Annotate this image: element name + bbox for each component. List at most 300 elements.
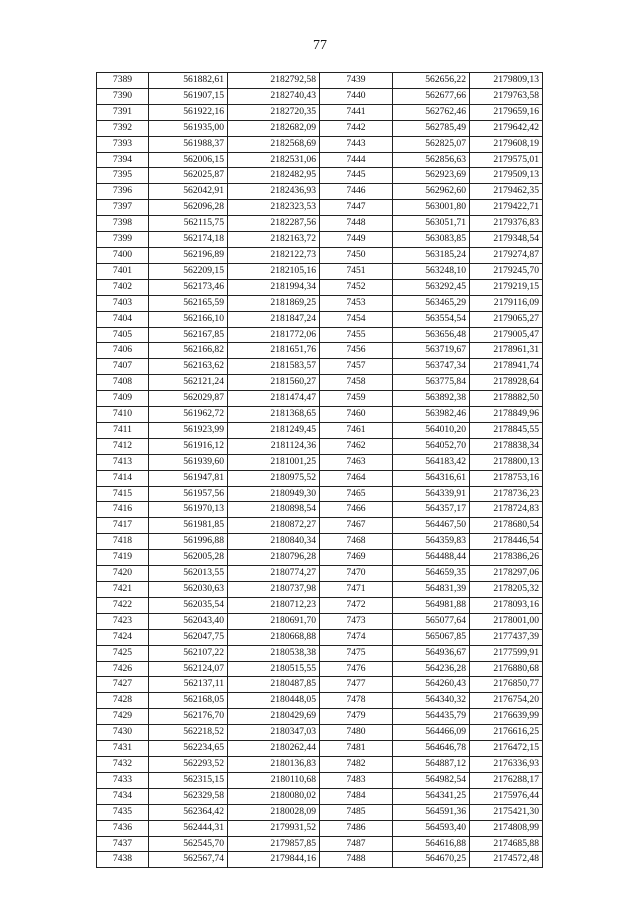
y-coordinate-cell: 2180448,05 xyxy=(228,693,320,709)
point-number-cell: 7433 xyxy=(97,772,149,788)
point-number-cell: 7438 xyxy=(97,852,149,868)
point-number-cell: 7474 xyxy=(320,629,393,645)
x-coordinate-cell: 564616,88 xyxy=(393,836,470,852)
point-number-cell: 7390 xyxy=(97,88,149,104)
y-coordinate-cell: 2178093,16 xyxy=(470,597,543,613)
point-number-cell: 7448 xyxy=(320,216,393,232)
table-row xyxy=(97,804,543,820)
x-coordinate-cell: 561907,15 xyxy=(149,88,228,104)
table-row xyxy=(97,613,543,629)
x-coordinate-cell: 562825,07 xyxy=(393,136,470,152)
y-coordinate-cell: 2179422,71 xyxy=(470,200,543,216)
x-coordinate-cell: 561882,61 xyxy=(149,73,228,89)
y-coordinate-cell: 2174572,48 xyxy=(470,852,543,868)
point-number-cell: 7410 xyxy=(97,407,149,423)
y-coordinate-cell: 2178205,32 xyxy=(470,582,543,598)
x-coordinate-cell: 561935,00 xyxy=(149,120,228,136)
point-number-cell: 7430 xyxy=(97,725,149,741)
x-coordinate-cell: 562096,28 xyxy=(149,200,228,216)
x-coordinate-cell: 562035,54 xyxy=(149,597,228,613)
point-number-cell: 7484 xyxy=(320,788,393,804)
x-coordinate-cell: 562234,65 xyxy=(149,741,228,757)
y-coordinate-cell: 2182531,06 xyxy=(228,152,320,168)
y-coordinate-cell: 2182105,16 xyxy=(228,263,320,279)
x-coordinate-cell: 564359,83 xyxy=(393,534,470,550)
point-number-cell: 7396 xyxy=(97,184,149,200)
x-coordinate-cell: 562196,89 xyxy=(149,247,228,263)
x-coordinate-cell: 563465,29 xyxy=(393,295,470,311)
y-coordinate-cell: 2179376,83 xyxy=(470,216,543,232)
y-coordinate-cell: 2179575,01 xyxy=(470,152,543,168)
point-number-cell: 7400 xyxy=(97,247,149,263)
x-coordinate-cell: 564010,20 xyxy=(393,422,470,438)
x-coordinate-cell: 562121,24 xyxy=(149,375,228,391)
y-coordinate-cell: 2180737,98 xyxy=(228,582,320,598)
point-number-cell: 7393 xyxy=(97,136,149,152)
x-coordinate-cell: 562107,22 xyxy=(149,645,228,661)
y-coordinate-cell: 2181772,06 xyxy=(228,327,320,343)
table-row xyxy=(97,518,543,534)
y-coordinate-cell: 2182482,95 xyxy=(228,168,320,184)
table-row xyxy=(97,152,543,168)
y-coordinate-cell: 2180515,55 xyxy=(228,661,320,677)
table-row xyxy=(97,534,543,550)
point-number-cell: 7425 xyxy=(97,645,149,661)
y-coordinate-cell: 2180949,30 xyxy=(228,486,320,502)
point-number-cell: 7446 xyxy=(320,184,393,200)
y-coordinate-cell: 2180028,09 xyxy=(228,804,320,820)
x-coordinate-cell: 564981,88 xyxy=(393,597,470,613)
point-number-cell: 7422 xyxy=(97,597,149,613)
point-number-cell: 7428 xyxy=(97,693,149,709)
x-coordinate-cell: 561996,88 xyxy=(149,534,228,550)
table-row xyxy=(97,311,543,327)
y-coordinate-cell: 2180840,34 xyxy=(228,534,320,550)
x-coordinate-cell: 562329,58 xyxy=(149,788,228,804)
x-coordinate-cell: 564466,09 xyxy=(393,725,470,741)
table-row xyxy=(97,73,543,89)
x-coordinate-cell: 564591,36 xyxy=(393,804,470,820)
point-number-cell: 7411 xyxy=(97,422,149,438)
x-coordinate-cell: 562545,70 xyxy=(149,836,228,852)
table-row xyxy=(97,359,543,375)
point-number-cell: 7457 xyxy=(320,359,393,375)
table-row xyxy=(97,756,543,772)
point-number-cell: 7482 xyxy=(320,756,393,772)
x-coordinate-cell: 562163,62 xyxy=(149,359,228,375)
y-coordinate-cell: 2181651,76 xyxy=(228,343,320,359)
point-number-cell: 7403 xyxy=(97,295,149,311)
table-row xyxy=(97,566,543,582)
point-number-cell: 7458 xyxy=(320,375,393,391)
y-coordinate-cell: 2178845,55 xyxy=(470,422,543,438)
x-coordinate-cell: 562218,52 xyxy=(149,725,228,741)
y-coordinate-cell: 2182323,53 xyxy=(228,200,320,216)
point-number-cell: 7462 xyxy=(320,438,393,454)
x-coordinate-cell: 564052,70 xyxy=(393,438,470,454)
x-coordinate-cell: 562165,59 xyxy=(149,295,228,311)
y-coordinate-cell: 2179274,87 xyxy=(470,247,543,263)
y-coordinate-cell: 2180110,68 xyxy=(228,772,320,788)
y-coordinate-cell: 2178446,54 xyxy=(470,534,543,550)
point-number-cell: 7444 xyxy=(320,152,393,168)
table-row xyxy=(97,820,543,836)
y-coordinate-cell: 2176288,17 xyxy=(470,772,543,788)
y-coordinate-cell: 2180347,03 xyxy=(228,725,320,741)
x-coordinate-cell: 562315,15 xyxy=(149,772,228,788)
x-coordinate-cell: 562173,46 xyxy=(149,279,228,295)
point-number-cell: 7404 xyxy=(97,311,149,327)
point-number-cell: 7401 xyxy=(97,263,149,279)
point-number-cell: 7469 xyxy=(320,550,393,566)
y-coordinate-cell: 2180872,27 xyxy=(228,518,320,534)
x-coordinate-cell: 565067,85 xyxy=(393,629,470,645)
x-coordinate-cell: 562176,70 xyxy=(149,709,228,725)
y-coordinate-cell: 2181583,57 xyxy=(228,359,320,375)
point-number-cell: 7413 xyxy=(97,454,149,470)
y-coordinate-cell: 2179608,19 xyxy=(470,136,543,152)
y-coordinate-cell: 2177599,91 xyxy=(470,645,543,661)
y-coordinate-cell: 2174808,99 xyxy=(470,820,543,836)
y-coordinate-cell: 2181994,34 xyxy=(228,279,320,295)
y-coordinate-cell: 2181124,36 xyxy=(228,438,320,454)
x-coordinate-cell: 565077,64 xyxy=(393,613,470,629)
y-coordinate-cell: 2178928,64 xyxy=(470,375,543,391)
table-row xyxy=(97,582,543,598)
y-coordinate-cell: 2178838,34 xyxy=(470,438,543,454)
x-coordinate-cell: 564593,40 xyxy=(393,820,470,836)
point-number-cell: 7417 xyxy=(97,518,149,534)
x-coordinate-cell: 562567,74 xyxy=(149,852,228,868)
point-number-cell: 7418 xyxy=(97,534,149,550)
point-number-cell: 7475 xyxy=(320,645,393,661)
y-coordinate-cell: 2178680,54 xyxy=(470,518,543,534)
point-number-cell: 7416 xyxy=(97,502,149,518)
x-coordinate-cell: 562167,85 xyxy=(149,327,228,343)
point-number-cell: 7395 xyxy=(97,168,149,184)
y-coordinate-cell: 2178941,74 xyxy=(470,359,543,375)
y-coordinate-cell: 2182568,69 xyxy=(228,136,320,152)
point-number-cell: 7472 xyxy=(320,597,393,613)
x-coordinate-cell: 561922,16 xyxy=(149,104,228,120)
y-coordinate-cell: 2178386,26 xyxy=(470,550,543,566)
y-coordinate-cell: 2180898,54 xyxy=(228,502,320,518)
table-row xyxy=(97,343,543,359)
point-number-cell: 7466 xyxy=(320,502,393,518)
point-number-cell: 7480 xyxy=(320,725,393,741)
point-number-cell: 7409 xyxy=(97,391,149,407)
x-coordinate-cell: 562166,82 xyxy=(149,343,228,359)
x-coordinate-cell: 564831,39 xyxy=(393,582,470,598)
x-coordinate-cell: 563775,84 xyxy=(393,375,470,391)
x-coordinate-cell: 561970,13 xyxy=(149,502,228,518)
x-coordinate-cell: 563001,80 xyxy=(393,200,470,216)
x-coordinate-cell: 562137,11 xyxy=(149,677,228,693)
point-number-cell: 7398 xyxy=(97,216,149,232)
x-coordinate-cell: 562923,69 xyxy=(393,168,470,184)
y-coordinate-cell: 2180796,28 xyxy=(228,550,320,566)
x-coordinate-cell: 562042,91 xyxy=(149,184,228,200)
point-number-cell: 7429 xyxy=(97,709,149,725)
y-coordinate-cell: 2180136,83 xyxy=(228,756,320,772)
y-coordinate-cell: 2179659,16 xyxy=(470,104,543,120)
x-coordinate-cell: 564339,91 xyxy=(393,486,470,502)
point-number-cell: 7434 xyxy=(97,788,149,804)
coordinates-table xyxy=(96,72,543,868)
point-number-cell: 7407 xyxy=(97,359,149,375)
y-coordinate-cell: 2180487,85 xyxy=(228,677,320,693)
point-number-cell: 7445 xyxy=(320,168,393,184)
point-number-cell: 7412 xyxy=(97,438,149,454)
y-coordinate-cell: 2179931,52 xyxy=(228,820,320,836)
point-number-cell: 7414 xyxy=(97,470,149,486)
y-coordinate-cell: 2178961,31 xyxy=(470,343,543,359)
table-row xyxy=(97,168,543,184)
point-number-cell: 7435 xyxy=(97,804,149,820)
point-number-cell: 7397 xyxy=(97,200,149,216)
y-coordinate-cell: 2179462,35 xyxy=(470,184,543,200)
y-coordinate-cell: 2176880,68 xyxy=(470,661,543,677)
y-coordinate-cell: 2180080,02 xyxy=(228,788,320,804)
table-row xyxy=(97,438,543,454)
x-coordinate-cell: 563656,48 xyxy=(393,327,470,343)
table-row xyxy=(97,629,543,645)
x-coordinate-cell: 563982,46 xyxy=(393,407,470,423)
x-coordinate-cell: 562005,28 xyxy=(149,550,228,566)
point-number-cell: 7419 xyxy=(97,550,149,566)
y-coordinate-cell: 2179509,13 xyxy=(470,168,543,184)
y-coordinate-cell: 2175976,44 xyxy=(470,788,543,804)
point-number-cell: 7477 xyxy=(320,677,393,693)
y-coordinate-cell: 2182792,58 xyxy=(228,73,320,89)
y-coordinate-cell: 2178736,23 xyxy=(470,486,543,502)
y-coordinate-cell: 2181001,25 xyxy=(228,454,320,470)
point-number-cell: 7473 xyxy=(320,613,393,629)
y-coordinate-cell: 2179005,47 xyxy=(470,327,543,343)
y-coordinate-cell: 2176850,77 xyxy=(470,677,543,693)
table-row xyxy=(97,247,543,263)
y-coordinate-cell: 2179642,42 xyxy=(470,120,543,136)
point-number-cell: 7405 xyxy=(97,327,149,343)
point-number-cell: 7392 xyxy=(97,120,149,136)
point-number-cell: 7399 xyxy=(97,232,149,248)
y-coordinate-cell: 2178800,13 xyxy=(470,454,543,470)
x-coordinate-cell: 562166,10 xyxy=(149,311,228,327)
x-coordinate-cell: 563292,45 xyxy=(393,279,470,295)
y-coordinate-cell: 2175421,30 xyxy=(470,804,543,820)
y-coordinate-cell: 2182122,73 xyxy=(228,247,320,263)
y-coordinate-cell: 2182720,35 xyxy=(228,104,320,120)
table-row xyxy=(97,200,543,216)
y-coordinate-cell: 2182682,09 xyxy=(228,120,320,136)
y-coordinate-cell: 2180712,23 xyxy=(228,597,320,613)
x-coordinate-cell: 562115,75 xyxy=(149,216,228,232)
point-number-cell: 7451 xyxy=(320,263,393,279)
point-number-cell: 7481 xyxy=(320,741,393,757)
y-coordinate-cell: 2176472,15 xyxy=(470,741,543,757)
x-coordinate-cell: 562293,52 xyxy=(149,756,228,772)
y-coordinate-cell: 2178753,16 xyxy=(470,470,543,486)
point-number-cell: 7463 xyxy=(320,454,393,470)
x-coordinate-cell: 564659,35 xyxy=(393,566,470,582)
point-number-cell: 7442 xyxy=(320,120,393,136)
y-coordinate-cell: 2181847,24 xyxy=(228,311,320,327)
x-coordinate-cell: 562677,66 xyxy=(393,88,470,104)
y-coordinate-cell: 2179065,27 xyxy=(470,311,543,327)
y-coordinate-cell: 2179116,09 xyxy=(470,295,543,311)
point-number-cell: 7423 xyxy=(97,613,149,629)
point-number-cell: 7427 xyxy=(97,677,149,693)
point-number-cell: 7455 xyxy=(320,327,393,343)
table-row xyxy=(97,661,543,677)
point-number-cell: 7465 xyxy=(320,486,393,502)
x-coordinate-cell: 561947,81 xyxy=(149,470,228,486)
point-number-cell: 7488 xyxy=(320,852,393,868)
point-number-cell: 7394 xyxy=(97,152,149,168)
x-coordinate-cell: 562029,87 xyxy=(149,391,228,407)
table-row xyxy=(97,327,543,343)
x-coordinate-cell: 561962,72 xyxy=(149,407,228,423)
x-coordinate-cell: 561939,60 xyxy=(149,454,228,470)
point-number-cell: 7449 xyxy=(320,232,393,248)
x-coordinate-cell: 563719,67 xyxy=(393,343,470,359)
point-number-cell: 7402 xyxy=(97,279,149,295)
x-coordinate-cell: 562785,49 xyxy=(393,120,470,136)
point-number-cell: 7485 xyxy=(320,804,393,820)
table-row xyxy=(97,502,543,518)
table-row xyxy=(97,741,543,757)
y-coordinate-cell: 2176616,25 xyxy=(470,725,543,741)
y-coordinate-cell: 2179809,13 xyxy=(470,73,543,89)
table-row xyxy=(97,788,543,804)
point-number-cell: 7389 xyxy=(97,73,149,89)
point-number-cell: 7420 xyxy=(97,566,149,582)
y-coordinate-cell: 2182287,56 xyxy=(228,216,320,232)
y-coordinate-cell: 2181474,47 xyxy=(228,391,320,407)
x-coordinate-cell: 564982,54 xyxy=(393,772,470,788)
point-number-cell: 7436 xyxy=(97,820,149,836)
table-row xyxy=(97,263,543,279)
point-number-cell: 7486 xyxy=(320,820,393,836)
x-coordinate-cell: 563892,38 xyxy=(393,391,470,407)
y-coordinate-cell: 2177437,39 xyxy=(470,629,543,645)
page-number: 77 xyxy=(313,38,327,53)
table-row xyxy=(97,136,543,152)
point-number-cell: 7470 xyxy=(320,566,393,582)
table-row xyxy=(97,772,543,788)
y-coordinate-cell: 2176639,99 xyxy=(470,709,543,725)
table-row xyxy=(97,693,543,709)
point-number-cell: 7453 xyxy=(320,295,393,311)
table-row xyxy=(97,486,543,502)
point-number-cell: 7439 xyxy=(320,73,393,89)
x-coordinate-cell: 564357,17 xyxy=(393,502,470,518)
x-coordinate-cell: 564236,28 xyxy=(393,661,470,677)
y-coordinate-cell: 2181249,45 xyxy=(228,422,320,438)
x-coordinate-cell: 561916,12 xyxy=(149,438,228,454)
y-coordinate-cell: 2182163,72 xyxy=(228,232,320,248)
x-coordinate-cell: 564467,50 xyxy=(393,518,470,534)
point-number-cell: 7431 xyxy=(97,741,149,757)
point-number-cell: 7424 xyxy=(97,629,149,645)
y-coordinate-cell: 2179857,85 xyxy=(228,836,320,852)
y-coordinate-cell: 2181560,27 xyxy=(228,375,320,391)
point-number-cell: 7426 xyxy=(97,661,149,677)
table-row xyxy=(97,597,543,613)
point-number-cell: 7456 xyxy=(320,343,393,359)
point-number-cell: 7468 xyxy=(320,534,393,550)
y-coordinate-cell: 2180691,70 xyxy=(228,613,320,629)
point-number-cell: 7450 xyxy=(320,247,393,263)
x-coordinate-cell: 563051,71 xyxy=(393,216,470,232)
table-row xyxy=(97,470,543,486)
table-row xyxy=(97,184,543,200)
x-coordinate-cell: 561981,85 xyxy=(149,518,228,534)
point-number-cell: 7408 xyxy=(97,375,149,391)
y-coordinate-cell: 2178001,00 xyxy=(470,613,543,629)
x-coordinate-cell: 562006,15 xyxy=(149,152,228,168)
x-coordinate-cell: 562174,18 xyxy=(149,232,228,248)
x-coordinate-cell: 563747,34 xyxy=(393,359,470,375)
x-coordinate-cell: 562047,75 xyxy=(149,629,228,645)
y-coordinate-cell: 2174685,88 xyxy=(470,836,543,852)
x-coordinate-cell: 561923,99 xyxy=(149,422,228,438)
table-row xyxy=(97,550,543,566)
y-coordinate-cell: 2180429,69 xyxy=(228,709,320,725)
point-number-cell: 7483 xyxy=(320,772,393,788)
y-coordinate-cell: 2178882,50 xyxy=(470,391,543,407)
y-coordinate-cell: 2180262,44 xyxy=(228,741,320,757)
table-row xyxy=(97,836,543,852)
x-coordinate-cell: 562856,63 xyxy=(393,152,470,168)
x-coordinate-cell: 562762,46 xyxy=(393,104,470,120)
point-number-cell: 7454 xyxy=(320,311,393,327)
y-coordinate-cell: 2180538,38 xyxy=(228,645,320,661)
x-coordinate-cell: 563554,54 xyxy=(393,311,470,327)
table-row xyxy=(97,120,543,136)
x-coordinate-cell: 562013,55 xyxy=(149,566,228,582)
table-row xyxy=(97,216,543,232)
table-row xyxy=(97,677,543,693)
point-number-cell: 7391 xyxy=(97,104,149,120)
x-coordinate-cell: 564316,61 xyxy=(393,470,470,486)
y-coordinate-cell: 2176336,93 xyxy=(470,756,543,772)
point-number-cell: 7478 xyxy=(320,693,393,709)
x-coordinate-cell: 563083,85 xyxy=(393,232,470,248)
table-row xyxy=(97,852,543,868)
table-row xyxy=(97,454,543,470)
table-row xyxy=(97,391,543,407)
x-coordinate-cell: 564340,32 xyxy=(393,693,470,709)
point-number-cell: 7441 xyxy=(320,104,393,120)
point-number-cell: 7460 xyxy=(320,407,393,423)
point-number-cell: 7461 xyxy=(320,422,393,438)
x-coordinate-cell: 562656,22 xyxy=(393,73,470,89)
y-coordinate-cell: 2178849,96 xyxy=(470,407,543,423)
x-coordinate-cell: 561988,37 xyxy=(149,136,228,152)
x-coordinate-cell: 561957,56 xyxy=(149,486,228,502)
x-coordinate-cell: 562962,60 xyxy=(393,184,470,200)
point-number-cell: 7452 xyxy=(320,279,393,295)
x-coordinate-cell: 564488,44 xyxy=(393,550,470,566)
point-number-cell: 7464 xyxy=(320,470,393,486)
table-row xyxy=(97,295,543,311)
x-coordinate-cell: 564183,42 xyxy=(393,454,470,470)
x-coordinate-cell: 564341,25 xyxy=(393,788,470,804)
point-number-cell: 7437 xyxy=(97,836,149,852)
table-row xyxy=(97,725,543,741)
y-coordinate-cell: 2180975,52 xyxy=(228,470,320,486)
